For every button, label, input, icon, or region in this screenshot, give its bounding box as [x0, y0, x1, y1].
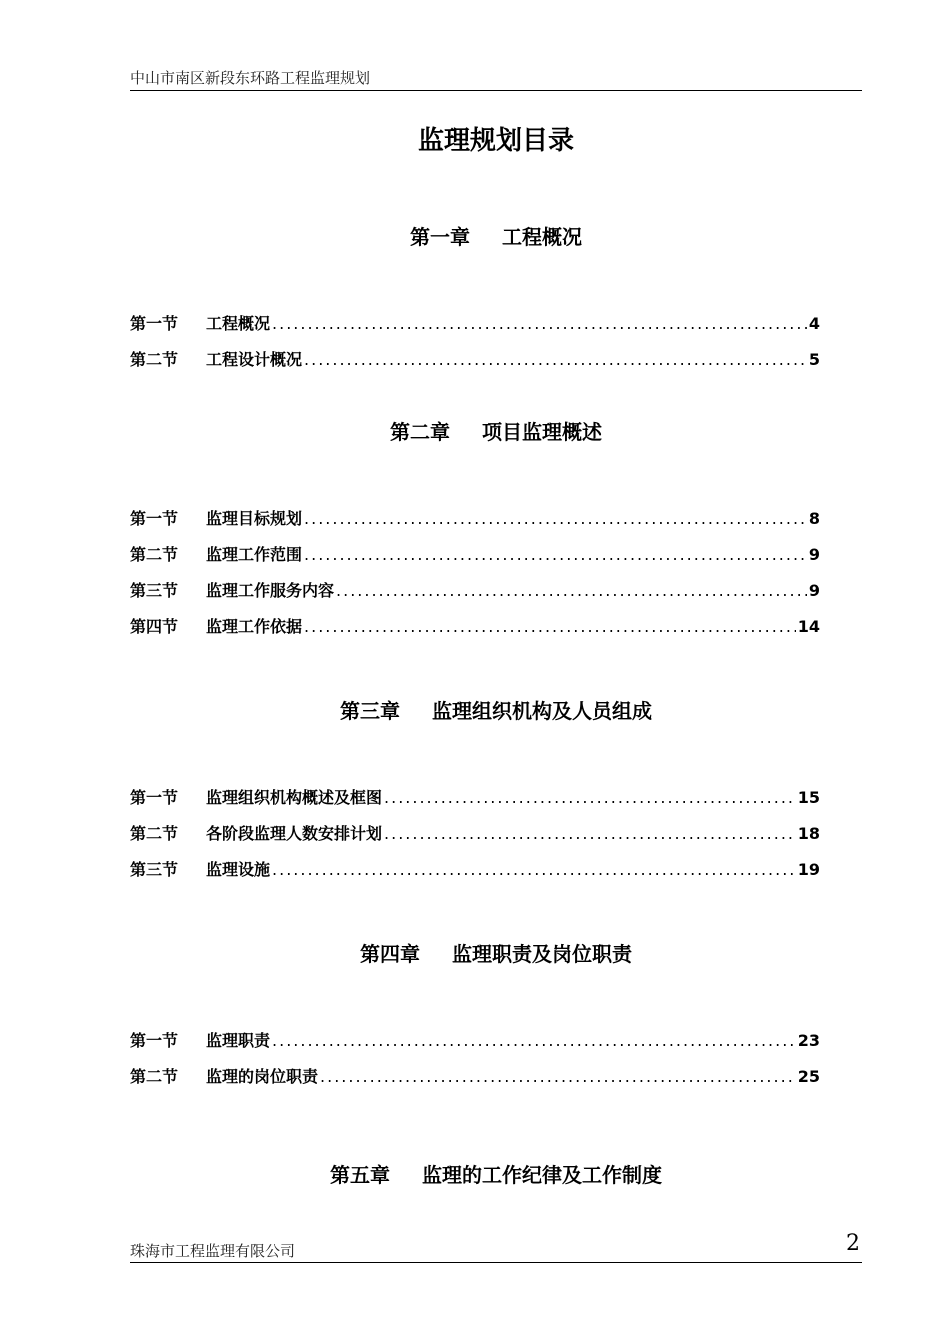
chapter-heading: [0, 940, 950, 968]
dot-leader: [304, 616, 796, 638]
document-title: 监理规划目录: [417, 126, 574, 156]
footer-page-number: 2: [846, 1231, 860, 1256]
section-number: 第一节: [130, 788, 179, 807]
section-title: 监理工作范围: [206, 545, 303, 564]
section-number: 第二节: [130, 824, 179, 843]
section-number: 第二节: [130, 350, 179, 369]
section-number: 第一节: [130, 1031, 179, 1050]
dot-leader: [304, 544, 807, 566]
footer-company: 珠海市工程监理有限公司: [130, 1242, 296, 1260]
section-number: 第三节: [130, 581, 179, 600]
chapter-title: 项目监理概述: [482, 420, 602, 444]
section-number: 第三节: [130, 860, 179, 879]
dot-leader: [384, 823, 796, 845]
chapter-heading: [0, 697, 950, 725]
section-title: 监理的岗位职责: [206, 1067, 319, 1086]
page-header: [130, 68, 862, 91]
chapter-number: 第三章: [340, 699, 400, 723]
dot-leader: [304, 349, 807, 371]
dot-leader: [336, 580, 807, 602]
dot-leader: [304, 508, 807, 530]
toc-entry[interactable]: [130, 508, 820, 530]
chapter-number: 第四章: [360, 942, 420, 966]
toc-entry[interactable]: [130, 580, 820, 602]
toc-entry[interactable]: [130, 349, 820, 371]
toc-entry[interactable]: [130, 787, 820, 809]
toc-entry[interactable]: [130, 313, 820, 335]
section-page: 25: [797, 1067, 820, 1086]
section-number: 第二节: [130, 545, 179, 564]
section-title: 监理工作依据: [206, 617, 303, 636]
toc-entry[interactable]: [130, 859, 820, 881]
header-text: 中山市南区新段东环路工程监理规划: [130, 69, 371, 87]
section-title: 工程设计概况: [206, 350, 303, 369]
section-page: 19: [797, 860, 820, 879]
section-title: 监理组织机构概述及框图: [206, 788, 383, 807]
dot-leader: [272, 1030, 796, 1052]
section-title: 工程概况: [206, 314, 271, 333]
chapter-title: 监理的工作纪律及工作制度: [422, 1163, 662, 1187]
chapter-title: 工程概况: [502, 225, 582, 249]
section-page: 14: [797, 617, 820, 636]
section-page: 9: [808, 581, 820, 600]
section-page: 9: [808, 545, 820, 564]
chapter-number: 第二章: [390, 420, 450, 444]
chapter-heading: [0, 418, 950, 446]
section-page: 4: [808, 314, 820, 333]
chapter-number: 第一章: [410, 225, 470, 249]
dot-leader: [272, 313, 807, 335]
section-number: 第二节: [130, 1067, 179, 1086]
section-page: 15: [797, 788, 820, 807]
dot-leader: [384, 787, 796, 809]
chapter-heading: [0, 223, 950, 251]
toc-entry[interactable]: [130, 823, 820, 845]
toc-entry[interactable]: [130, 616, 820, 638]
chapter-title: 监理组织机构及人员组成: [432, 699, 652, 723]
chapter-heading: [0, 1161, 950, 1189]
toc-entry[interactable]: [130, 544, 820, 566]
section-page: 18: [797, 824, 820, 843]
section-page: 5: [808, 350, 820, 369]
section-number: 第一节: [130, 509, 179, 528]
chapter-title: 监理职责及岗位职责: [452, 942, 632, 966]
section-page: 23: [797, 1031, 820, 1050]
section-title: 监理设施: [206, 860, 271, 879]
section-title: 监理职责: [206, 1031, 271, 1050]
section-page: 8: [808, 509, 820, 528]
toc-entry[interactable]: [130, 1066, 820, 1088]
section-title: 监理工作服务内容: [206, 581, 335, 600]
section-number: 第一节: [130, 314, 179, 333]
page-footer: [130, 1232, 862, 1263]
toc-entry[interactable]: [130, 1030, 820, 1052]
dot-leader: [272, 859, 796, 881]
section-title: 监理目标规划: [206, 509, 303, 528]
section-title: 各阶段监理人数安排计划: [206, 824, 383, 843]
section-number: 第四节: [130, 617, 179, 636]
dot-leader: [320, 1066, 796, 1088]
chapter-number: 第五章: [330, 1163, 390, 1187]
